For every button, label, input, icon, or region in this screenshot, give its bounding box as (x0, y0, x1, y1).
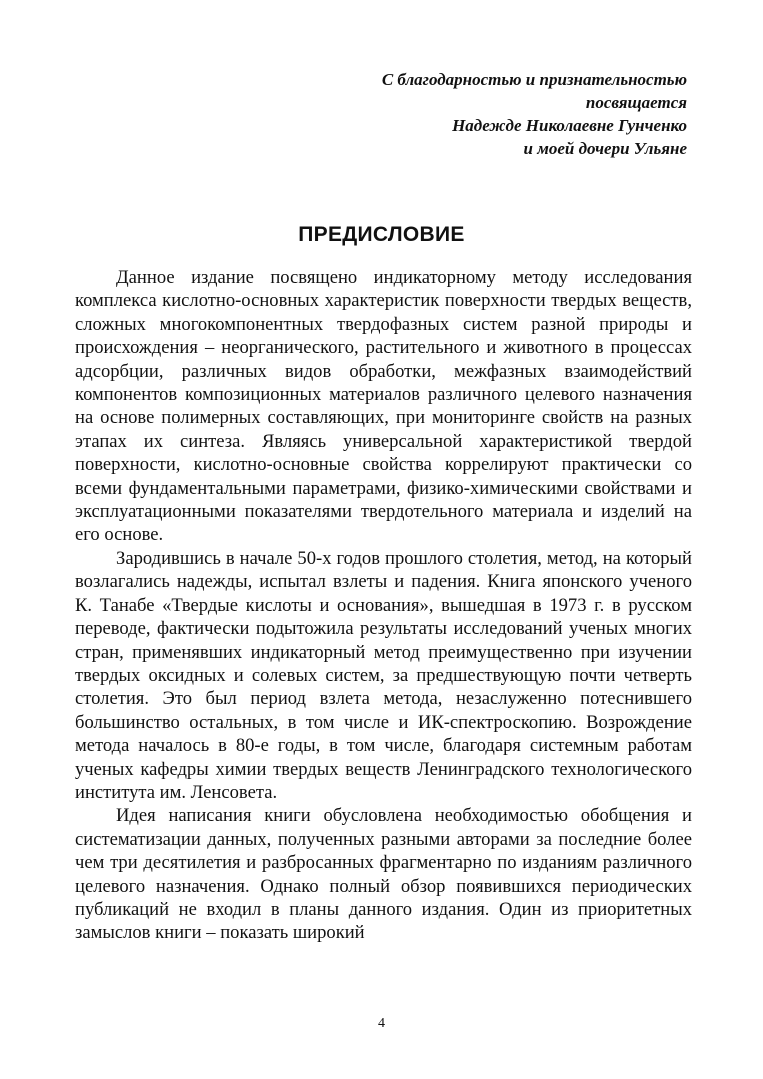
page-number: 4 (378, 1016, 385, 1031)
paragraph: Идея написания книги обусловлена необходимостью обобщения и систематизации данных, полученных разными авторами за последние более чем три десятилетия и разбросанных фрагментарно по изданиям различного целевого назначения. Однако полный обзор появившихся периодических публикаций не входил в планы данного издания. Один из приоритетных замыслов книги – показать широкий (75, 805, 692, 944)
dedication-line-4: и моей дочери Ульяне (523, 139, 687, 158)
dedication-line-1: С благодарностью и признательностью (381, 70, 687, 89)
dedication (382, 68, 687, 160)
dedication-line-3: Надежде Николаевне Гунченко (452, 116, 687, 135)
paragraph: Зародившись в начале 50-х годов прошлого столетия, метод, на который возлагались надежды, испытал взлеты и падения. Книга японского ученого К. Танабе «Твердые кислоты и основания», вышедшая в 1973 г. в русском переводе, фактически подытожила результаты исследований ученых многих стран, применявших индикаторный метод преимущественно при изучении твердых оксидных и солевых систем, за предшествующую почти четверть столетия. Это был период взлета метода, незаслуженно потеснившего большинство остальных, в том числе и ИК-спектроскопию. Возрождение метода началось в 80-е годы, в том числе, благодаря системным работам ученых кафедры химии твердых веществ Ленинградского технологического института им. Ленсовета. (75, 547, 692, 803)
paragraph: Данное издание посвящено индикаторному методу исследования комплекса кислотно-основных характеристик поверхности твердых веществ, сложных многокомпонентных твердофазных систем разной природы и происхождения – неорганического, растительного и животного в процессах адсорбции, различных видов обработки, межфазных взаимодействий компонентов композиционных материалов различного целевого назначения на основе полимерных составляющих, при мониторинге свойств на разных этапах их синтеза. Являясь универсальной характеристикой твердой поверхности, кислотно-основные свойства коррелируют практически со всеми фундаментальными параметрами, физико-химическими свойствами и эксплуатационными показателями твердотельного материала и изделий на его основе. (75, 267, 692, 546)
body-text (75, 266, 692, 945)
dedication-line-2: посвящается (585, 93, 687, 112)
page-title: ПРЕДИСЛОВИЕ (298, 223, 465, 246)
